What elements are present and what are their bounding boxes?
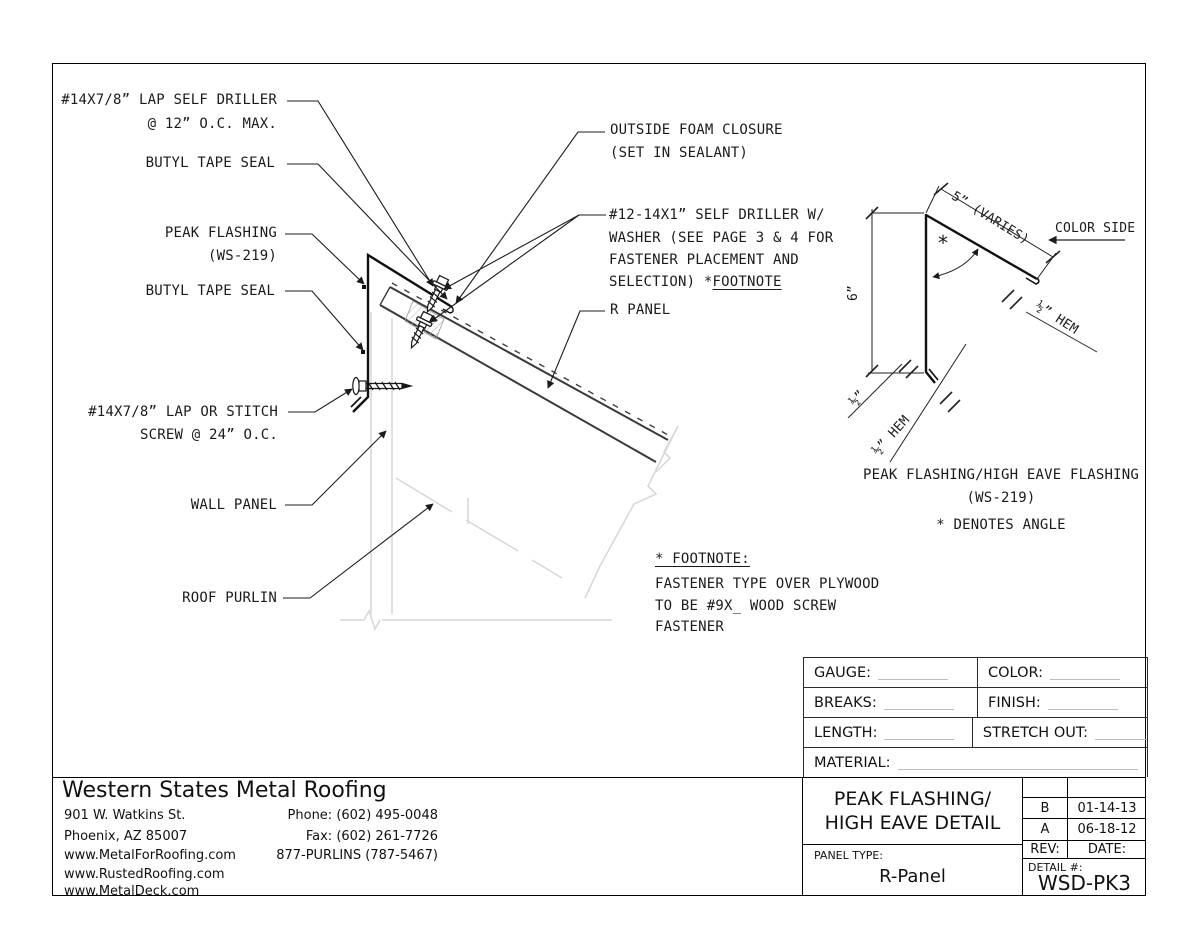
company-fax: Fax: (602) 261-7726 (305, 829, 438, 844)
revision-row-empty (1023, 778, 1146, 798)
dim-5in-varies: 5” (VARIES) (948, 188, 1032, 248)
callout-r-panel: R PANEL (610, 302, 671, 318)
callout-foam-closure-line1: OUTSIDE FOAM CLOSURE (610, 122, 783, 138)
footnote-title: * FOOTNOTE: (655, 551, 750, 567)
angle-asterisk: * (937, 231, 950, 255)
breaks-label: BREAKS: (814, 694, 877, 711)
breaks-blank (884, 696, 954, 710)
profile-caption-line3: * DENOTES ANGLE (936, 517, 1066, 533)
profile-caption-line1: PEAK FLASHING/HIGH EAVE FLASHING (862, 467, 1140, 483)
dim-half-hem-right: ½” HEM (1032, 298, 1081, 338)
company-phone: Phone: (602) 495-0048 (287, 808, 438, 823)
callout-fastener-note-line1: #12-14X1” SELF DRILLER W/ (609, 207, 825, 223)
callout-lap-self-driller-line2: @ 12” O.C. MAX. (147, 116, 277, 132)
callout-lap-self-driller-line1: #14X7/8” LAP SELF DRILLER (61, 92, 277, 108)
finish-label: FINISH: (988, 694, 1041, 711)
sheet-title-line2: HIGH EAVE DETAIL (824, 812, 1001, 834)
spec-table (803, 657, 1148, 777)
callout-lap-stitch-screw-line1: #14X7/8” LAP OR STITCH (88, 404, 278, 420)
panel-type-cell (803, 845, 1022, 896)
spec-row-breaks-finish (804, 688, 1147, 718)
callout-foam-closure-line2: (SET IN SEALANT) (610, 145, 749, 161)
revision-a-letter: A (1023, 819, 1068, 840)
sheet-title-line1: PEAK FLASHING/ (833, 788, 992, 810)
color-side-label: COLOR SIDE (1055, 221, 1136, 236)
dim-half-foot: ½” (846, 387, 869, 410)
fastener-note-line4-prefix: SELECTION) * (609, 274, 713, 290)
sheet-title (803, 778, 1022, 845)
callout-fastener-note-line3: FASTENER PLACEMENT AND (609, 252, 799, 268)
detail-number-value: WSD-PK3 (1038, 871, 1131, 895)
rev-label: REV: (1023, 841, 1068, 858)
stretch-out-blank (1095, 726, 1147, 740)
callout-peak-flashing-line2: (WS-219) (207, 248, 277, 264)
profile-caption-line2: (WS-219) (966, 490, 1036, 506)
revision-table (1022, 778, 1146, 896)
revision-row-a (1023, 819, 1146, 841)
company-website-2: www.RustedRoofing.com (64, 867, 225, 882)
material-blank (898, 756, 1138, 770)
callout-peak-flashing-line1: PEAK FLASHING (164, 225, 277, 241)
company-website-3: www.MetalDeck.com (64, 884, 200, 899)
footnote-line1: FASTENER TYPE OVER PLYWOOD (655, 576, 880, 592)
footnote-line3: FASTENER (655, 619, 725, 635)
company-address-line2: Phoenix, AZ 85007 (64, 829, 188, 844)
detail-number-label: DETAIL #: (1028, 861, 1083, 874)
revision-row-b (1023, 798, 1146, 819)
spec-row-gauge-color (804, 658, 1147, 688)
color-blank (1050, 666, 1120, 680)
date-label: DATE: (1087, 842, 1127, 857)
finish-blank (1048, 696, 1118, 710)
callout-butyl-tape-seal-bottom: BUTYL TAPE SEAL (145, 283, 275, 299)
panel-type-value: R-Panel (879, 866, 946, 887)
company-website-1: www.MetalForRoofing.com (64, 848, 236, 863)
callout-lap-stitch-screw-line2: SCREW @ 24” O.C. (139, 427, 278, 443)
company-address-line1: 901 W. Watkins St. (64, 808, 186, 823)
dim-6in: 6” (846, 284, 861, 301)
company-name: Western States Metal Roofing (62, 778, 387, 803)
color-label: COLOR: (988, 664, 1044, 681)
gauge-label: GAUGE: (814, 664, 872, 681)
bottom-band (52, 777, 1146, 899)
revision-a-date: 06-18-12 (1077, 822, 1137, 837)
callout-butyl-tape-seal-top: BUTYL TAPE SEAL (145, 155, 275, 171)
title-block (802, 778, 1146, 896)
title-block-left (803, 778, 1022, 896)
length-label: LENGTH: (814, 724, 878, 741)
dim-half-hem-bottom: ½” HEM (869, 412, 914, 459)
panel-type-label: PANEL TYPE: (814, 849, 883, 862)
callout-roof-purlin: ROOF PURLIN (182, 590, 277, 606)
company-info (52, 778, 802, 899)
revision-b-date: 01-14-13 (1077, 800, 1137, 816)
spec-row-length-stretchout (804, 718, 1147, 748)
callout-fastener-note-line2: WASHER (SEE PAGE 3 & 4 FOR (609, 230, 834, 246)
length-blank (884, 726, 954, 740)
footnote-line2: TO BE #9X_ WOOD SCREW (655, 598, 837, 614)
revision-b-letter: B (1023, 798, 1068, 818)
callout-wall-panel: WALL PANEL (190, 497, 277, 513)
spec-row-material (804, 748, 1147, 777)
detail-number-cell (1023, 859, 1146, 896)
gauge-blank (878, 666, 948, 680)
revision-header-row (1023, 841, 1146, 859)
callout-fastener-note-line4 (609, 274, 782, 291)
company-tollfree: 877-PURLINS (787-5467) (276, 848, 438, 863)
material-label: MATERIAL: (814, 754, 891, 771)
fastener-note-footnote-ref: FOOTNOTE (712, 274, 782, 290)
stretch-out-label: STRETCH OUT: (982, 724, 1088, 741)
